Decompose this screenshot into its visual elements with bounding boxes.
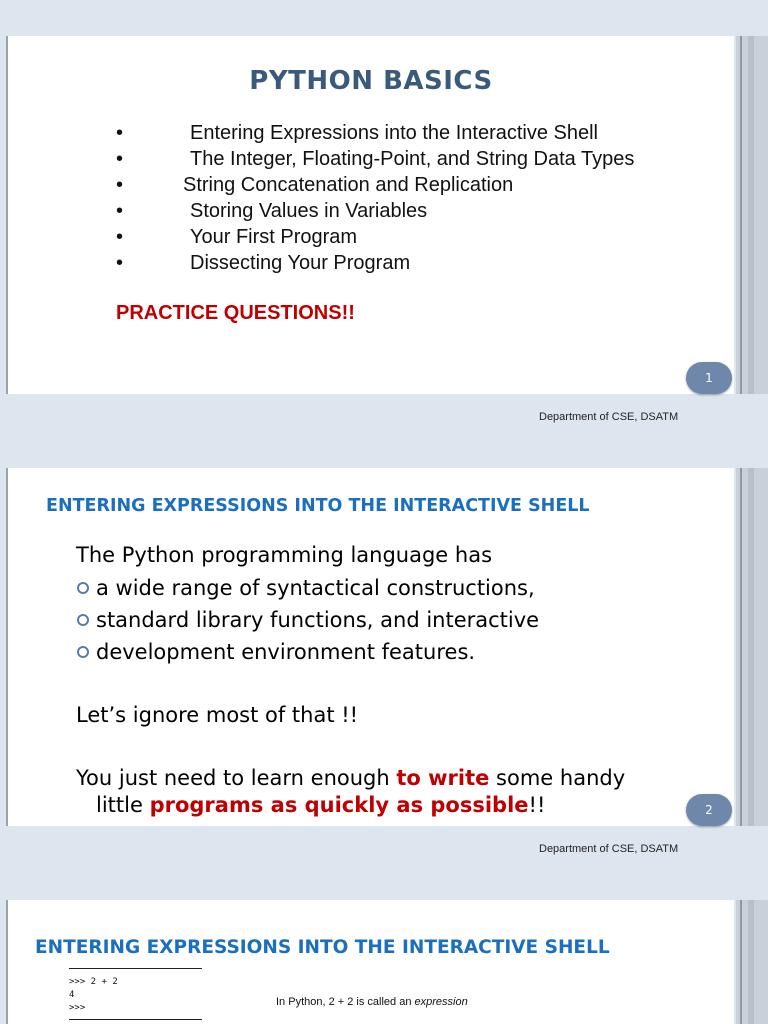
slide-heading: ENTERING EXPRESSIONS INTO THE INTERACTIVE SHELL bbox=[46, 496, 590, 516]
intro-text: The Python programming language has bbox=[76, 543, 493, 567]
slide-footer: Department of CSE, DSATM bbox=[539, 843, 679, 855]
list-item: development environment features. bbox=[76, 636, 539, 668]
shell-line: >>> bbox=[69, 1003, 86, 1013]
practice-questions-label: PRACTICE QUESTIONS!! bbox=[116, 302, 355, 324]
ring-bullet-icon bbox=[77, 614, 89, 626]
slide-footer: Department of CSE, DSATM bbox=[539, 411, 679, 423]
list-item: standard library functions, and interactive bbox=[76, 604, 539, 636]
slide-2-side-rail bbox=[736, 468, 768, 826]
feature-list bbox=[76, 572, 539, 668]
bullet-icon: • bbox=[116, 226, 124, 248]
shell-line: 4 bbox=[69, 990, 75, 1000]
slide-3-side-rail bbox=[736, 900, 768, 1024]
highlight-programs: programs as quickly as possible bbox=[149, 793, 529, 817]
bullet-icon: • bbox=[116, 122, 124, 144]
bullet-icon: • bbox=[116, 200, 124, 222]
bullet-icon: • bbox=[116, 148, 124, 170]
slide-heading: ENTERING EXPRESSIONS INTO THE INTERACTIVE SHELL bbox=[35, 937, 610, 958]
ring-bullet-icon bbox=[77, 646, 89, 658]
slide-title: PYTHON BASICS bbox=[249, 66, 493, 96]
page-number-badge: 1 bbox=[686, 362, 732, 394]
learn-enough-paragraph: You just need to learn enough to write some handy little programs as quickly as possible!! bbox=[76, 766, 626, 817]
shell-bottom-rule bbox=[69, 1019, 202, 1020]
interactive-shell-snippet bbox=[69, 968, 202, 1021]
slide-1: PYTHON BASICS • Entering Expressions into the Interactive Shell • The Integer, Floating-Point, and String Data Types • String Concatenation and Replication • Storing Values in Variables • Your First Program • Dissecting Your Program PRACTICE QUESTIONS!! bbox=[8, 36, 734, 394]
expression-caption: In Python, 2 + 2 is called an expression bbox=[276, 996, 468, 1008]
list-item: a wide range of syntactical constructions, bbox=[76, 572, 539, 604]
expression-term: expression bbox=[414, 996, 468, 1008]
page-number-badge: 2 bbox=[686, 794, 732, 826]
shell-line: >>> 2 + 2 bbox=[69, 977, 118, 987]
ring-bullet-icon bbox=[77, 582, 89, 594]
ignore-note: Let’s ignore most of that !! bbox=[76, 703, 359, 727]
slide-2 bbox=[8, 468, 734, 826]
bullet-icon: • bbox=[116, 252, 124, 274]
slide-1-side-rail bbox=[736, 36, 768, 394]
bullet-icon: • bbox=[116, 174, 124, 196]
highlight-to-write: to write bbox=[396, 766, 490, 790]
